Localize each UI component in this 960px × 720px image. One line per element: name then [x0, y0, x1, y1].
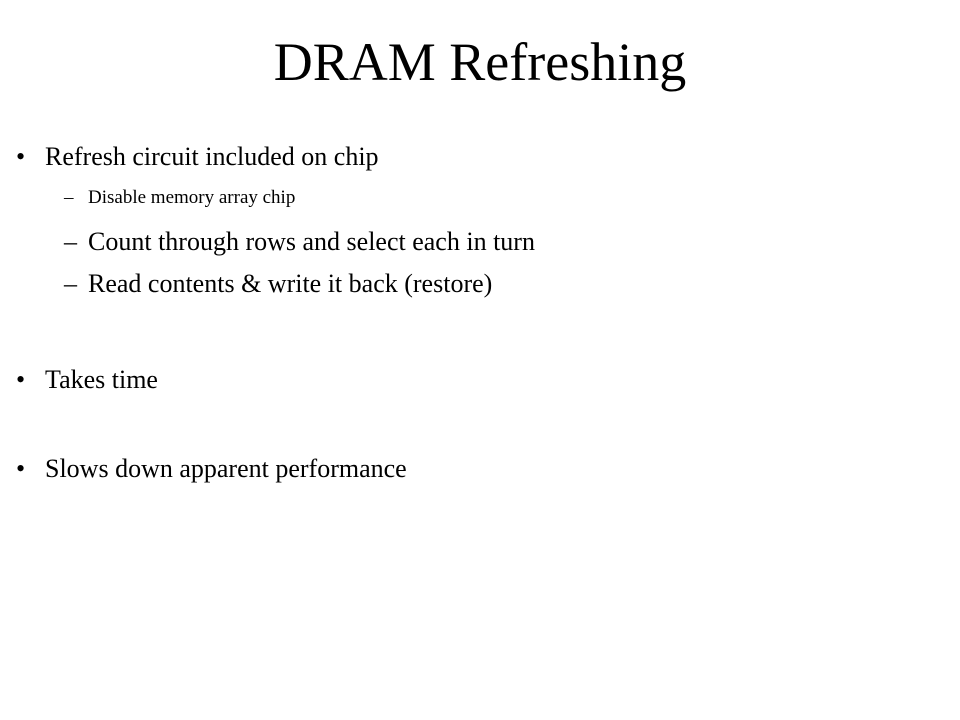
sub-bullet-item	[64, 226, 535, 258]
sub-bullet-marker: –	[64, 187, 74, 208]
bullet-text: Takes time	[45, 365, 158, 394]
sub-bullet-text: Disable memory array chip	[88, 187, 296, 208]
bullet-marker: •	[16, 365, 26, 394]
sub-bullet-text: Count through rows and select each in turn	[88, 227, 535, 256]
bullet-item	[16, 364, 158, 396]
slide-title: DRAM Refreshing	[273, 32, 687, 92]
bullet-text: Slows down apparent performance	[45, 454, 407, 483]
bullet-marker: •	[16, 142, 26, 171]
bullet-item	[16, 453, 407, 485]
sub-bullet-item	[64, 268, 493, 300]
sub-bullet-marker: –	[64, 227, 77, 256]
bullet-item	[16, 141, 379, 173]
sub-bullet-marker: –	[64, 269, 77, 298]
sub-bullet-text: Read contents & write it back (restore)	[88, 269, 493, 298]
sub-bullet-item	[64, 186, 296, 210]
bullet-marker: •	[16, 454, 26, 483]
bullet-text: Refresh circuit included on chip	[45, 142, 379, 171]
